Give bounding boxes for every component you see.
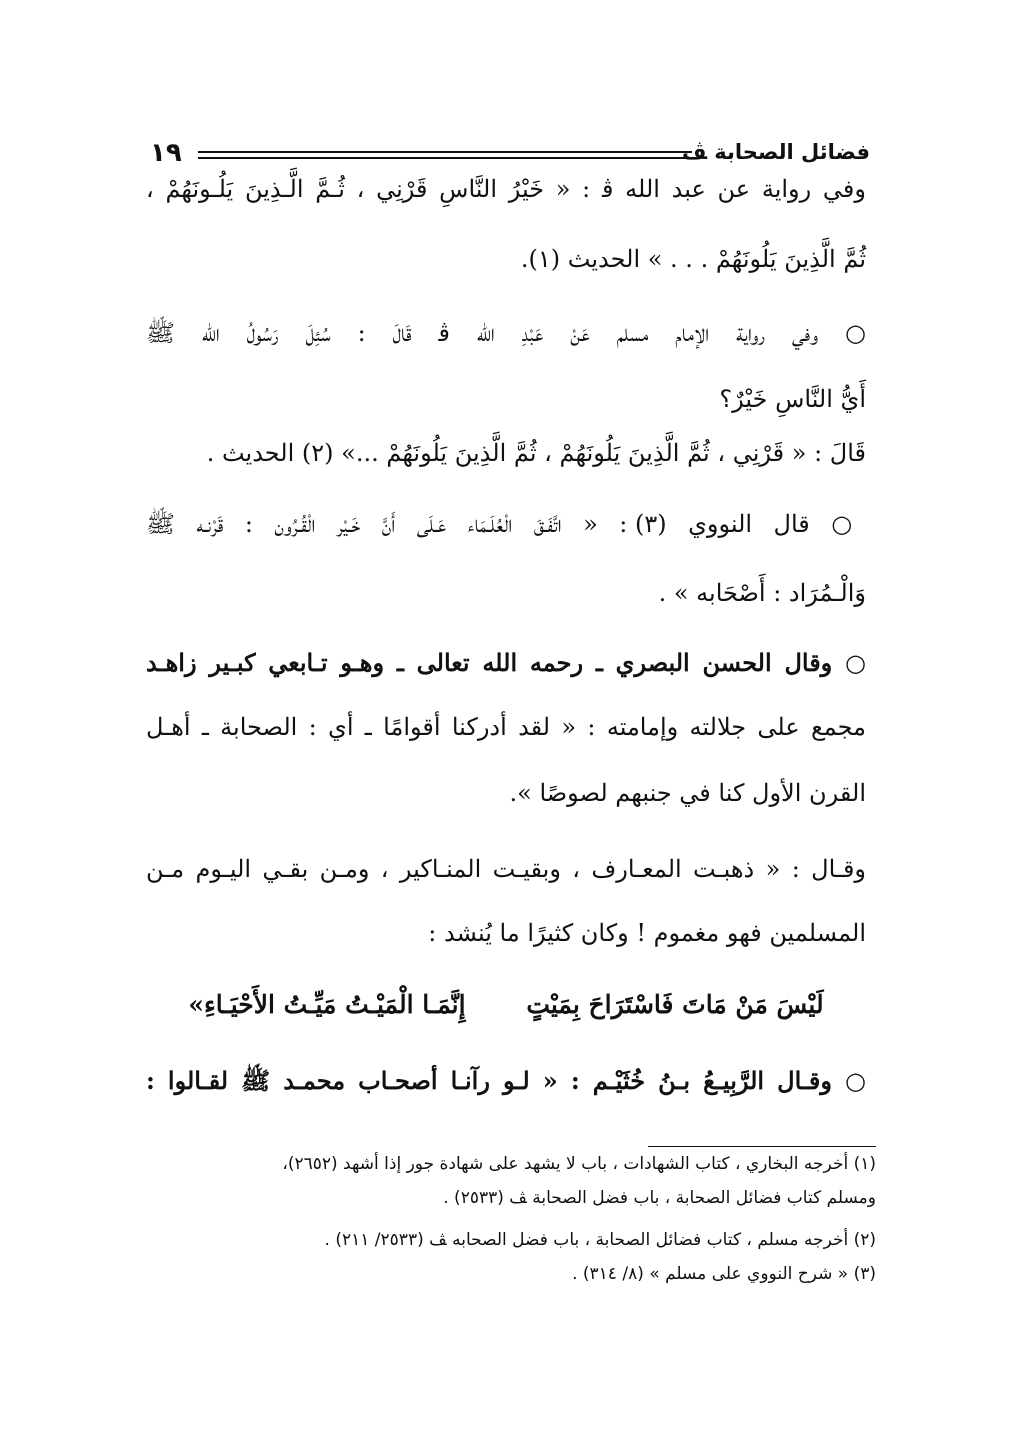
text-line: وفي رواية عن عبد الله ﭬ : « خَيْرُ النَّاسِ قَرْنِي ، ثُـمَّ الَّـذِينَ يَلُـونَهُمْ ، (146, 175, 866, 203)
page-number: ١٩ (150, 138, 182, 168)
verse-first-hemistich: لَيْسَ مَنْ مَاتَ فَاسْتَرَاحَ بِمَيْتٍ (526, 990, 824, 1019)
text-line: ○ وفي رواية الإمام مسلم عَنْ عَبْدِ الله ﭬ قَالَ : سُئِلَ رَسُولُ الله ﷺ (146, 319, 866, 347)
footnote-3: (٣) « شرح النووي على مسلم » (٨/ ٣١٤) . (572, 1264, 876, 1284)
text-line: ○ وقـال الرَّبِيـعُ بـنُ خُثَيْـم : « لـو رآنـا أصحـاب محمـد ﷺ لقـالوا : (146, 1066, 866, 1095)
text-line: ثُمَّ الَّذِينَ يَلُونَهُمْ . . . » الحديث (١). (520, 245, 866, 273)
text-line: وَالْـمُرَاد : أَصْحَابه » . (658, 579, 866, 607)
text-line: القرن الأول كنا في جنبهم لصوصًا ». (509, 779, 866, 807)
text-line: المسلمين فهو مغموم ! وكان كثيرًا ما يُنشد : (428, 919, 866, 947)
text-line: ○ وقال الحسن البصري ـ رحمه الله تعالى ـ وهـو تـابعي كبـير زاهـد (146, 648, 866, 677)
footnote-divider (648, 1146, 876, 1147)
header-rule (198, 151, 692, 153)
footnote-1-line-2: ومسلم كتاب فضائل الصحابة ، باب فضل الصحابة ﭫ (٢٥٣٣) . (443, 1188, 876, 1208)
text-line: ○ قال النووي (٣) : « اتَّفَـقَ الْعُلَـمَاء عَـلَى أَنَّ خَـيْر الْقُـرُون : قَرْنـه ﷺ (146, 510, 866, 538)
text-line: مجمع على جلالته وإمامته : « لقد أدركنا أقوامًا ـ أي : الصحابة ـ أهـل (146, 713, 866, 741)
header-rule-second (198, 157, 692, 159)
running-title: فضائل الصحابة ﭫ (681, 140, 870, 164)
text-line: أَيُّ النَّاسِ خَيْرٌ؟ (719, 385, 866, 413)
verse-second-hemistich: إِنَّمَـا الْمَيْـتُ مَيِّـتُ الأَحْيَـاءِ» (188, 990, 466, 1019)
text-line: قَالَ : « قَرْنِي ، ثُمَّ الَّذِينَ يَلُونَهُمْ ، ثُمَّ الَّذِينَ يَلُونَهُمْ ...» (٢) الحديث . (206, 439, 866, 467)
text-line: وقـال : « ذهبـت المعـارف ، وبقيـت المنـاكير ، ومـن بقـي اليـوم مـن (146, 855, 866, 883)
poetry-verse (146, 988, 866, 1022)
footnote-1-line-1: (١) أخرجه البخاري ، كتاب الشهادات ، باب لا يشهد على شهادة جور إذا أشهد (٢٦٥٢)، (282, 1154, 876, 1174)
footnote-2: (٢) أخرجه مسلم ، كتاب فضائل الصحابة ، باب فضل الصحابه ﭫ (٢٥٣٣/ ٢١١) . (324, 1230, 876, 1250)
